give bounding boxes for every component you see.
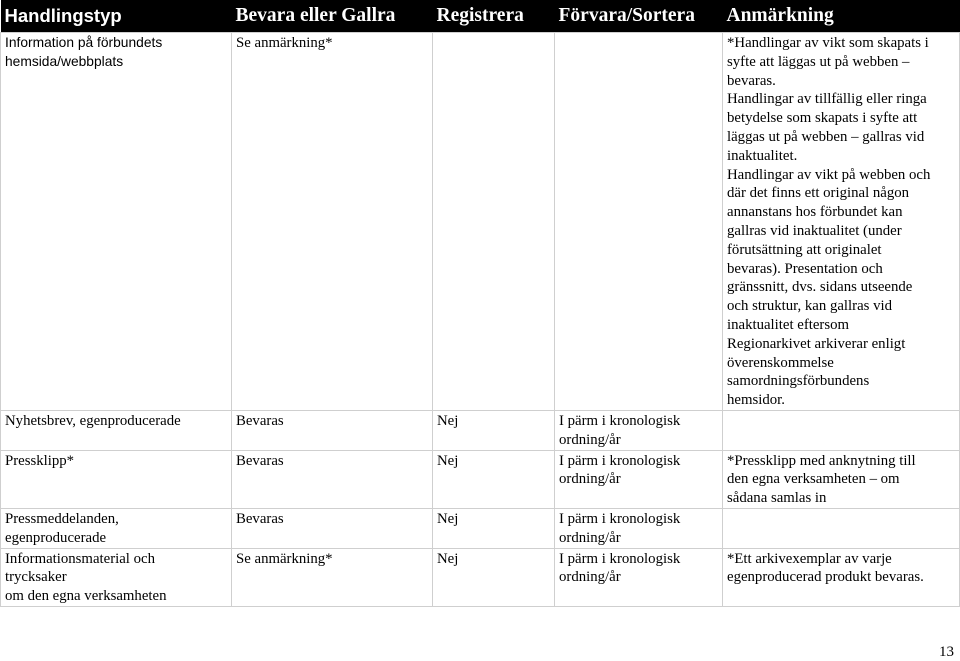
cell-document-type: Nyhetsbrev, egenproducerade xyxy=(1,411,232,451)
header-register: Registrera xyxy=(433,0,555,33)
cell-register: Nej xyxy=(433,450,555,508)
cell-keep-or-discard: Se anmärkning* xyxy=(232,548,433,606)
cell-register: Nej xyxy=(433,508,555,548)
cell-keep-or-discard: Se anmärkning* xyxy=(232,33,433,411)
cell-store-sort xyxy=(555,33,723,411)
cell-document-type: Pressklipp* xyxy=(1,450,232,508)
cell-note: *Pressklipp med anknytning till den egna verksamheten – om sådana samlas in xyxy=(723,450,960,508)
cell-note xyxy=(723,508,960,548)
cell-store-sort: I pärm i kronologisk ordning/år xyxy=(555,508,723,548)
table-row xyxy=(1,548,960,606)
cell-register: Nej xyxy=(433,411,555,451)
cell-document-type: Pressmeddelanden, egenproducerade xyxy=(1,508,232,548)
cell-note xyxy=(723,411,960,451)
cell-document-type: Informationsmaterial och trycksaker om den egna verksamheten xyxy=(1,548,232,606)
cell-keep-or-discard: Bevaras xyxy=(232,508,433,548)
cell-register: Nej xyxy=(433,548,555,606)
header-note: Anmärkning xyxy=(723,0,960,33)
table-row xyxy=(1,508,960,548)
cell-note: *Ett arkivexemplar av varje egenproducerad produkt bevaras. xyxy=(723,548,960,606)
page-number: 13 xyxy=(939,644,954,660)
table-row xyxy=(1,33,960,411)
header-document-type: Handlingstyp xyxy=(1,0,232,33)
table-row xyxy=(1,450,960,508)
cell-register xyxy=(433,33,555,411)
cell-keep-or-discard: Bevaras xyxy=(232,411,433,451)
cell-store-sort: I pärm i kronologisk ordning/år xyxy=(555,411,723,451)
cell-document-type: Information på förbundets hemsida/webbplats xyxy=(1,33,232,411)
cell-keep-or-discard: Bevaras xyxy=(232,450,433,508)
cell-store-sort: I pärm i kronologisk ordning/år xyxy=(555,548,723,606)
cell-store-sort: I pärm i kronologisk ordning/år xyxy=(555,450,723,508)
header-keep-or-discard: Bevara eller Gallra xyxy=(232,0,433,33)
header-row xyxy=(1,0,960,33)
cell-note: *Handlingar av vikt som skapats i syfte att läggas ut på webben – bevaras. Handlingar av tillfällig eller ringa betydelse som skapats i syfte att läggas ut på webben – gallras vid inaktualitet. Handlingar av vikt på webben och där det finns ett original någon annanstans hos förbundet kan gallras vid inaktualitet (under förutsättning att originalet bevaras). Presentation och gränssnitt, dvs. sidans utseende och struktur, kan gallras vid inaktualitet eftersom Regionarkivet arkiverar enligt överenskommelse samordningsförbundens hemsidor. xyxy=(723,33,960,411)
table-row xyxy=(1,411,960,451)
header-store-sort: Förvara/Sortera xyxy=(555,0,723,33)
